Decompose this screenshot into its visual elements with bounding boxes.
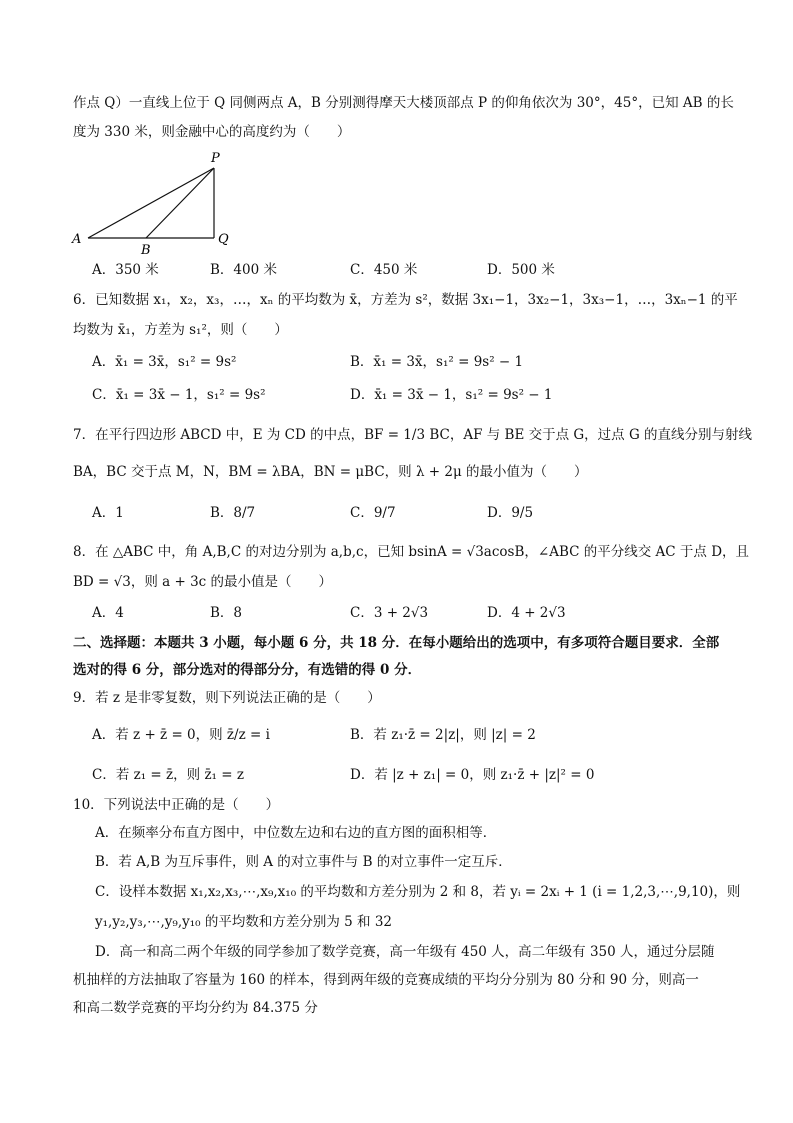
q7-option-b: B．8/7 <box>210 505 256 521</box>
section-2-heading-line2: 选对的得 6 分，部分选对的得部分分，有选错的得 0 分． <box>73 662 422 678</box>
q6-option-a: A．x̄₁ = 3x̄，s₁² = 9s² <box>92 354 237 370</box>
q8-option-b: B．8 <box>210 605 243 621</box>
label-b: B <box>141 243 151 258</box>
q7-text-line1: 7．在平行四边形 ABCD 中，E 为 CD 的中点，BF = 1/3 BC，AF 与 BE 交于点 G，过点 G 的直线分别与射线 <box>73 427 753 443</box>
q5-text-line1: 作点 Q）一直线上位于 Q 同侧两点 A，B 分别测得摩天大楼顶部点 P 的仰角依次为 30°，45°，已知 AB 的长 <box>73 95 734 111</box>
q10-option-a: A．在频率分布直方图中，中位数左边和右边的直方图的面积相等． <box>95 825 497 841</box>
q8-text-line2: BD = √3，则 a + 3c 的最小值是（ ） <box>73 574 333 590</box>
q6-text-line2: 均数为 x̄₁，方差为 s₁²，则（ ） <box>73 322 288 338</box>
q10-option-c-line2: y₁,y₂,y₃,⋯,y₉,y₁₀ 的平均数和方差分别为 5 和 32 <box>95 914 392 930</box>
segment-ap <box>88 168 214 238</box>
section-2-heading-line1: 二、选择题：本题共 3 小题，每小题 6 分，共 18 分．在每小题给出的选项中，有多项符合题目要求．全部 <box>73 635 720 651</box>
q5-option-c: C．450 米 <box>350 262 418 278</box>
q10-option-d-line2: 机抽样的方法抽取了容量为 160 的样本，得到两年级的竞赛成绩的平均分分别为 80 分和 90 分，则高一 <box>73 972 699 988</box>
q6-option-c: C．x̄₁ = 3x̄ − 1，s₁² = 9s² <box>92 387 266 403</box>
q9-stem: 9．若 z 是非零复数，则下列说法正确的是（ ） <box>73 690 381 706</box>
q5-option-a: A．350 米 <box>92 262 159 278</box>
q6-text-line1: 6．已知数据 x₁，x₂，x₃，…，xₙ 的平均数为 x̄，方差为 s²，数据 3x₁−1，3x₂−1，3x₃−1，…，3xₙ−1 的平 <box>73 292 738 308</box>
q9-option-b: B．若 z₁·z̄ = 2|z|，则 |z| = 2 <box>350 727 536 743</box>
triangle-figure <box>68 150 238 260</box>
q10-option-d-line3: 和高二数学竞赛的平均分约为 84.375 分 <box>73 1000 318 1016</box>
q10-stem: 10．下列说法中正确的是（ ） <box>73 797 280 813</box>
q8-option-a: A．4 <box>92 605 124 621</box>
q6-option-b: B．x̄₁ = 3x̄，s₁² = 9s² − 1 <box>350 354 524 370</box>
q7-option-a: A．1 <box>92 505 124 521</box>
q10-option-c-line1: C．设样本数据 x₁,x₂,x₃,⋯,x₉,x₁₀ 的平均数和方差分别为 2 和 8，若 yᵢ = 2xᵢ + 1 (i = 1,2,3,⋯,9,10)，则 <box>95 884 741 900</box>
q9-option-c: C．若 z₁ = z̄，则 z̄₁ = z <box>92 767 244 783</box>
q8-option-c: C．3 + 2√3 <box>350 605 429 621</box>
q9-option-d: D．若 |z + z₁| = 0，则 z₁·z̄ + |z|² = 0 <box>350 767 595 783</box>
q10-option-b: B．若 A,B 为互斥事件，则 A 的对立事件与 B 的对立事件一定互斥． <box>95 854 512 870</box>
q5-option-d: D．500 米 <box>487 262 555 278</box>
q9-option-a: A．若 z + z̄ = 0，则 z̄/z = i <box>92 727 270 743</box>
q5-option-b: B．400 米 <box>210 262 277 278</box>
q7-option-d: D．9/5 <box>487 505 534 521</box>
label-p: P <box>211 151 220 166</box>
q8-text-line1: 8．在 △ABC 中，角 A,B,C 的对边分别为 a,b,c，已知 bsinA = √3acosB，∠ABC 的平分线交 AC 于点 D，且 <box>73 544 750 560</box>
q6-option-d: D．x̄₁ = 3x̄ − 1，s₁² = 9s² − 1 <box>350 387 553 403</box>
q10-option-d-line1: D．高一和高二两个年级的同学参加了数学竞赛，高一年级有 450 人，高二年级有 350 人，通过分层随 <box>95 944 715 960</box>
q5-text-line2: 度为 330 米，则金融中心的高度约为（ ） <box>73 124 351 140</box>
label-q: Q <box>218 232 229 247</box>
label-a: A <box>72 232 82 247</box>
q8-option-d: D．4 + 2√3 <box>487 605 566 621</box>
q7-text-line2: BA，BC 交于点 M，N，BM = λBA，BN = μBC，则 λ + 2μ 的最小值为（ ） <box>73 464 588 480</box>
q7-option-c: C．9/7 <box>350 505 396 521</box>
segment-bp <box>146 168 214 238</box>
